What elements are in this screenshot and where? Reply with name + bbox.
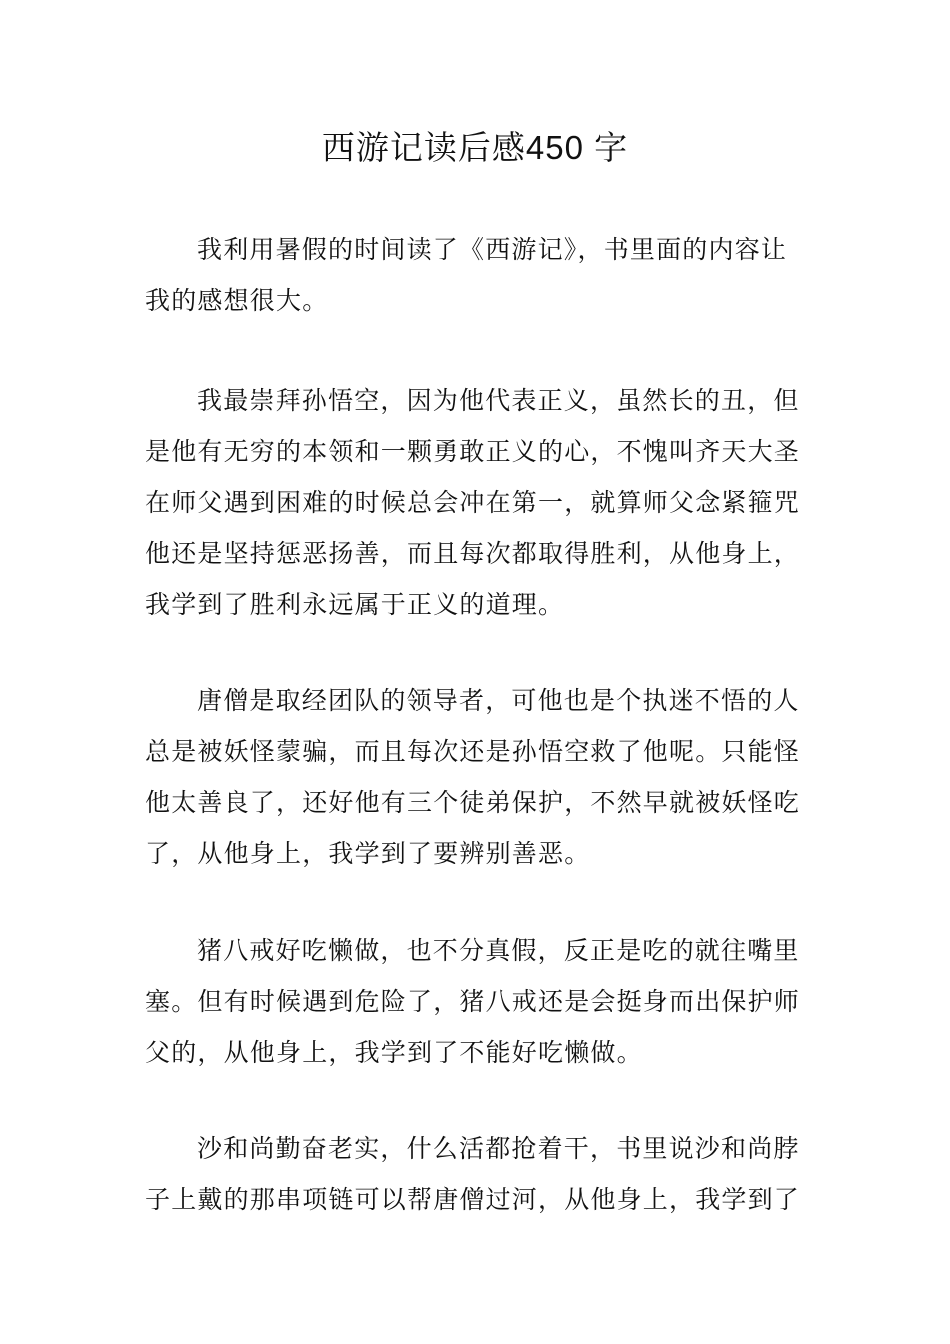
paragraph-5 <box>145 1123 810 1225</box>
paragraph-line: 了，从他身上，我学到了要辨别善恶。 <box>145 839 591 868</box>
paragraph-line: 塞。但有时候遇到危险了，猪八戒还是会挺身而出保护师 <box>145 987 801 1016</box>
paragraph-line: 唐僧是取经团队的领导者，可他也是个执迷不悟的人 <box>197 686 800 715</box>
paragraph-2 <box>145 375 810 630</box>
paragraph-line: 我最崇拜孙悟空，因为他代表正义，虽然长的丑，但 <box>197 386 800 415</box>
paragraph-1 <box>145 224 810 326</box>
paragraph-3 <box>145 675 810 879</box>
paragraph-line: 猪八戒好吃懒做，也不分真假，反正是吃的就往嘴里 <box>197 936 800 965</box>
paragraph-line: 沙和尚勤奋老实，什么活都抢着干，书里说沙和尚脖 <box>197 1134 800 1163</box>
document-title: 西游记读后感450 字 <box>321 129 629 166</box>
paragraph-4 <box>145 925 810 1078</box>
paragraph-line: 他还是坚持惩恶扬善，而且每次都取得胜利，从他身上， <box>145 539 801 568</box>
paragraph-line: 子上戴的那串项链可以帮唐僧过河，从他身上，我学到了 <box>145 1185 801 1214</box>
paragraph-line: 在师父遇到困难的时候总会冲在第一，就算师父念紧箍咒 <box>145 488 801 517</box>
paragraph-line: 总是被妖怪蒙骗，而且每次还是孙悟空救了他呢。只能怪 <box>145 737 801 766</box>
paragraph-line: 是他有无穷的本领和一颗勇敢正义的心，不愧叫齐天大圣 <box>145 437 801 466</box>
paragraph-line: 父的，从他身上，我学到了不能好吃懒做。 <box>145 1038 643 1067</box>
paragraph-line: 他太善良了，还好他有三个徒弟保护，不然早就被妖怪吃 <box>145 788 801 817</box>
paragraph-line: 我利用暑假的时间读了《西游记》，书里面的内容让 <box>197 235 788 264</box>
paragraph-line: 我的感想很大。 <box>145 286 329 315</box>
paragraph-line: 我学到了胜利永远属于正义的道理。 <box>145 590 565 619</box>
